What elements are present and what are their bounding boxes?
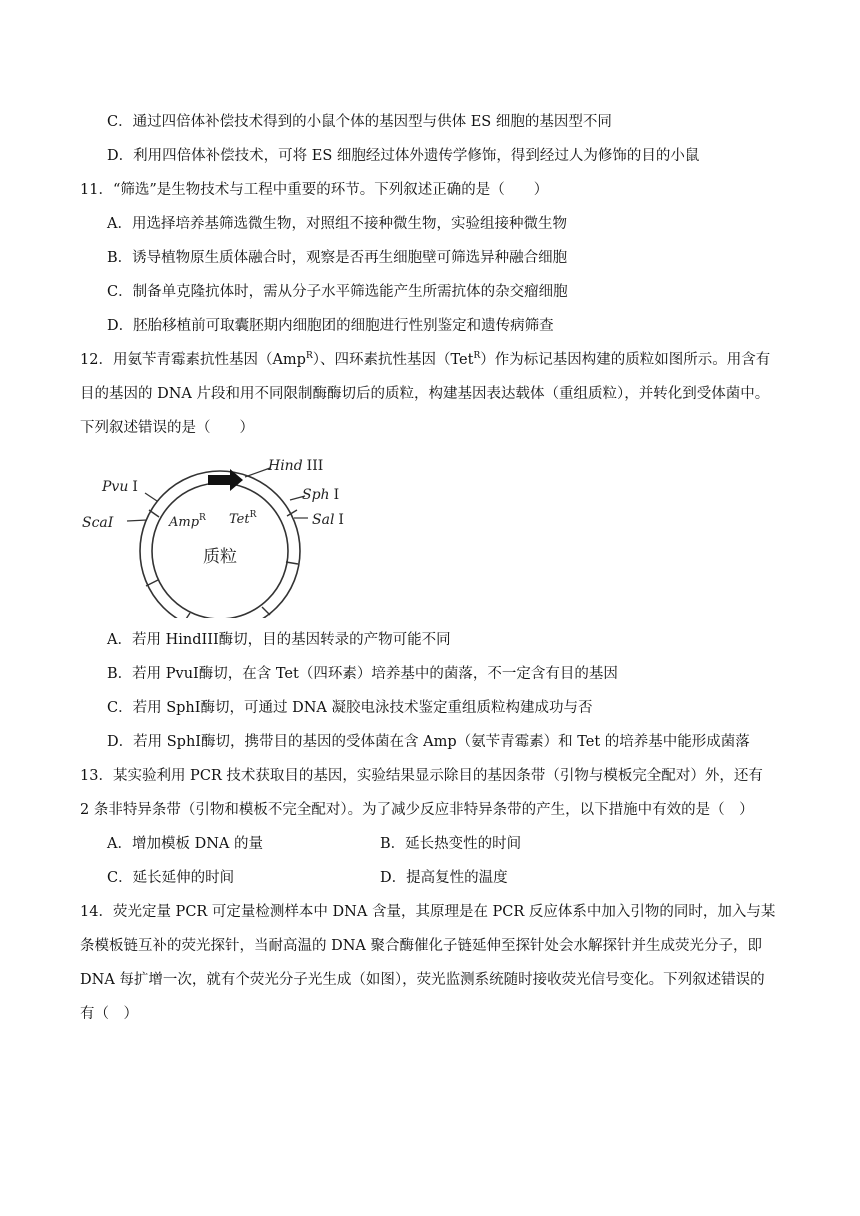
q12-stem-line-3: 下列叙述错误的是（ ） (80, 420, 254, 436)
tet-sup: R (473, 351, 481, 362)
q13-option-d: D．提高复性的温度 (380, 870, 508, 886)
plasmid-outer-ring (140, 471, 300, 618)
q14-stem-line-4: 有（ ） (80, 1006, 138, 1022)
q12-option-a: A．若用 HindIII酶切，目的基因转录的产物可能不同 (107, 632, 451, 648)
amp-sup: R (305, 351, 313, 362)
label-tet-r: Tet$^R$ (229, 510, 257, 527)
q14-stem-line-3: DNA 每扩增一次，就有个荧光分子光生成（如图），荧光监测系统随时接收荧光信号变化。下列叙述错误的 (80, 972, 765, 988)
q14-stem-line-2: 条模板链互补的荧光探针，当耐高温的 DNA 聚合酶催化子链延伸至探针处会水解探针并生成荧光分子，即 (80, 938, 762, 954)
q11-option-c: C．制备单克隆抗体时，需从分子水平筛选能产生所需抗体的杂交瘤细胞 (107, 284, 568, 300)
plasmid-center-label: 质粒 (203, 547, 237, 567)
label-sca-i: ScaI (82, 515, 114, 531)
q12-option-c: C．若用 SphⅠ酶切，可通过 DNA 凝胶电泳技术鉴定重组质粒构建成功与否 (107, 700, 593, 716)
label-pvu-i: Pvu I (102, 479, 138, 495)
q13-option-a: A．增加模板 DNA 的量 (107, 836, 263, 852)
q11-option-d: D．胚胎移植前可取囊胚期内细胞团的细胞进行性别鉴定和遗传病筛查 (107, 318, 554, 334)
q12-stem-line-1 (80, 350, 800, 370)
q11-option-b: B．诱导植物原生质体融合时，观察是否再生细胞壁可筛选异种融合细胞 (107, 250, 568, 266)
q12-stem-line-2: 目的基因的 DNA 片段和用不同限制酶酶切后的质粒，构建基因表达载体（重组质粒），并转化到受体菌中。 (80, 386, 770, 402)
q14-stem-line-1: 14．荧光定量 PCR 可定量检测样本中 DNA 含量，其原理是在 PCR 反应体系中加入引物的同时，加入与某 (80, 904, 776, 920)
q13-option-b: B．延长热变性的时间 (380, 836, 522, 852)
q10-option-c: C．通过四倍体补偿技术得到的小鼠个体的基因型与供体 ES 细胞的基因型不同 (107, 114, 612, 130)
q12-text-1: 12．用氨苄青霉素抗性基因（Amp (80, 352, 306, 368)
q13-stem-line-2: 2 条非特异条带（引物和模板不完全配对）。为了减少反应非特异条带的产生，以下措施中有效的是（ ） (80, 802, 754, 818)
q11-option-a: A．用选择培养基筛选微生物，对照组不接种微生物，实验组接种微生物 (107, 216, 567, 232)
label-amp-r: Amp$^R$ (169, 513, 206, 530)
label-sph-i: Sph I (302, 487, 340, 503)
label-sal-i: Sal I (312, 512, 344, 528)
q12-text-3: ）作为标记基因构建的质粒如图所示。用含有 (480, 352, 771, 368)
plasmid-figure (80, 448, 370, 618)
q13-option-c: C．延长延伸的时间 (107, 870, 235, 886)
q11-stem: 11．“筛选”是生物技术与工程中重要的环节。下列叙述正确的是（ ） (80, 182, 549, 198)
q12-option-b: B．若用 PvuⅠ酶切，在含 Tet（四环素）培养基中的菌落，不一定含有目的基因 (107, 666, 618, 682)
q12-text-2: ）、四环素抗性基因（Tet (312, 352, 474, 368)
q12-option-d: D．若用 SphⅠ酶切，携带目的基因的受体菌在含 Amp（氨苄青霉素）和 Tet 的培养基中能形成菌落 (107, 734, 750, 750)
label-hind-iii: Hind III (268, 458, 324, 474)
q13-stem-line-1: 13．某实验利用 PCR 技术获取目的基因，实验结果显示除目的基因条带（引物与模板完全配对）外，还有 (80, 768, 763, 784)
q10-option-d: D．利用四倍体补偿技术，可将 ES 细胞经过体外遗传学修饰，得到经过人为修饰的目的小鼠 (107, 148, 700, 164)
